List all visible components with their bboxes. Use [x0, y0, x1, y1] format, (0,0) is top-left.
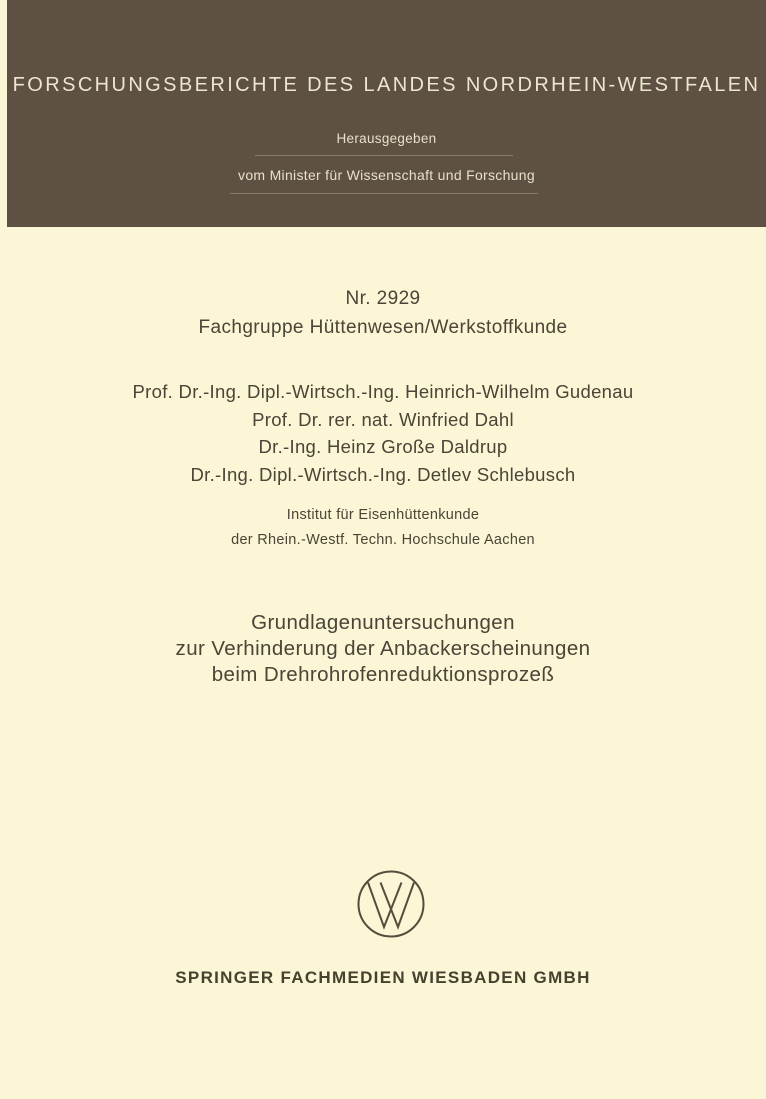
author-name: Dr.-Ing. Heinz Große Daldrup [258, 436, 508, 458]
author-name: Prof. Dr.-Ing. Dipl.-Wirtsch.-Ing. Heinrich-Wilhelm Gudenau [132, 381, 634, 402]
institute-block [0, 503, 766, 553]
authors-block [0, 378, 766, 488]
edited-by-label: Herausgegeben [336, 131, 437, 146]
institute-line: Institut für Eisenhüttenkunde [286, 507, 480, 523]
editor-line: vom Minister für Wissenschaft und Forschung [238, 167, 535, 183]
book-title-line: zur Verhinderung der Anbackerscheinungen [175, 636, 591, 660]
institute-line: der Rhein.-Westf. Techn. Hochschule Aachen [231, 532, 535, 548]
divider-line [230, 193, 538, 194]
publisher-imprint: SPRINGER FACHMEDIEN WIESBADEN GMBH [175, 968, 591, 987]
author-name: Prof. Dr. rer. nat. Winfried Dahl [252, 408, 514, 430]
report-subject-group: Fachgruppe Hüttenwesen/Werkstoffkunde [198, 317, 568, 338]
book-title-line: beim Drehrohrofenreduktionsprozeß [211, 662, 555, 686]
report-number: Nr. 2929 [345, 288, 421, 309]
book-title-line: Grundlagenuntersuchungen [251, 611, 515, 634]
book-title [0, 610, 766, 687]
series-banner [7, 0, 766, 227]
divider-line [255, 155, 513, 156]
vieweg-w-circle-logo [356, 869, 426, 939]
author-name: Dr.-Ing. Dipl.-Wirtsch.-Ing. Detlev Schlebusch [190, 463, 576, 485]
series-title: FORSCHUNGSBERICHTE DES LANDES NORDRHEIN-WESTFALEN [12, 74, 761, 96]
